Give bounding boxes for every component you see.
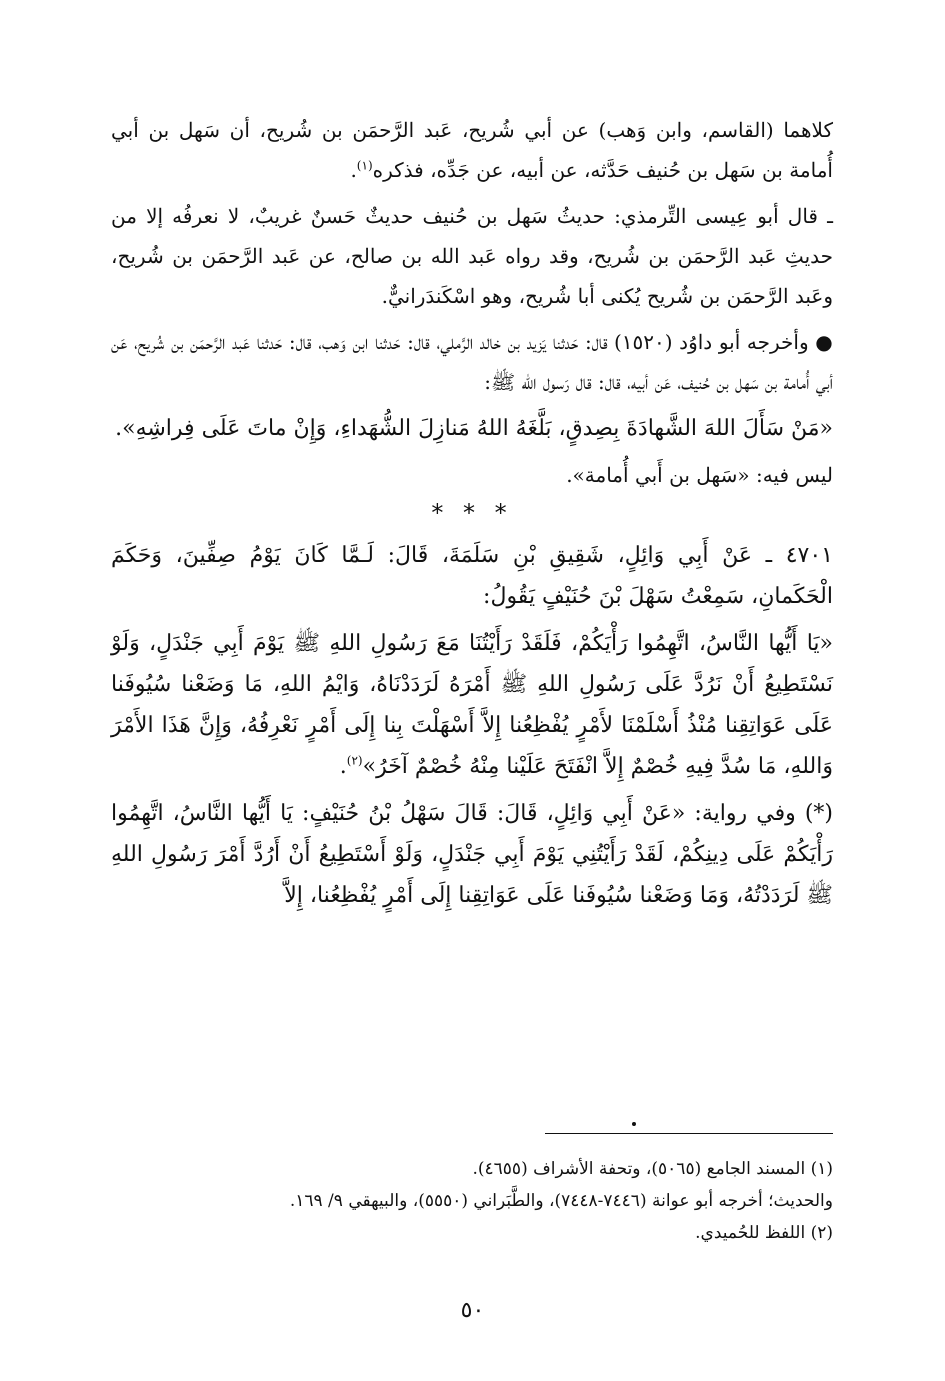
paragraph-tirmidhi-comment: ـ قال أبو عِيسى التِّرمذي: حديثُ سَهل بن حُنيف حديثٌ حَسنٌ غريبٌ، لا نعرفُه إلا من حديثِ عَبد الرَّحمَن بن شُريح، وقد رواه عَبد الله بن صالح، عن عَبد الرَّحمَن بن شُريح، وعَبد الرَّحمَن بن شُريح يُكنى أبا شُريح، وهو اسْكَندَرانيٌّ. <box>111 204 833 308</box>
footnote-ref-2[interactable]: (٢) <box>346 753 363 768</box>
footnote-divider <box>545 1133 833 1134</box>
footnote-marker-dot <box>632 1122 636 1126</box>
section-separator: * * * <box>431 499 513 527</box>
page-number: ٥٠ <box>460 1298 485 1323</box>
footnotes <box>111 1154 833 1250</box>
footnote-2: (٢) اللفظ للحُميدي. <box>695 1223 833 1243</box>
hadith-text-martyrdom: «مَنْ سَأَلَ اللهَ الشَّهادَةَ بِصِدقٍ، بَلَّغَهُ اللهُ مَنازِلَ الشُّهَداءِ، وَإِنْ ماتَ عَلَى فِراشِهِ». <box>115 416 833 441</box>
footnote-1: (١) المسند الجامع (٥٠٦٥)، وتحفة الأشراف (٤٦٥٥). <box>472 1159 833 1179</box>
paragraph-abu-dawud: ● وأخرجه أبو داوُد (١٥٢٠) قال: حَدثنا يَزيد بن خالد الرَّملي، قال: حَدثنا ابن وَهب، قال: حَدثنا عَبد الرَّحمَن بن شُريح، عَن أبي أُمامة بن سَهل بن حُنيف، عَن أبيه، قال: قال رَسول الله ﷺ: <box>111 330 833 394</box>
footnote-1-continuation: والحديث؛ أخرجه أبو عوانة (٧٤٤٦-٧٤٤٨)، والطَّبَراني (٥٥٥٠)، والبيهقي ٩/ ١٦٩. <box>289 1191 833 1211</box>
hadith-4701-variant: (*) وفي رواية: «عَنْ أَبِي وَائِلٍ، قَالَ: قَالَ سَهْلُ بْنُ حُنَيْفٍ: يَا أَيُّها النَّاسُ، اتَّهِمُوا رَأْيَكُمْ عَلَى دِينِكُمْ، لَقَدْ رَأَيْتُنِي يَوْمَ أَبِي جَنْدَلٍ، وَلَوْ أَسْتَطِيعُ أَنْ أَرُدَّ أَمْرَ رَسُولِ اللهِ ﷺ لَرَدَدْتُهُ، وَمَا وَضَعْنا سُيُوفَنا عَلَى عَوَاتِقِنا إِلَى أَمْرٍ يُفْظِعُنا، إِلاَّ <box>111 801 833 908</box>
paragraph-chain-of-narration: كلاهما (القاسم، وابن وَهب) عن أبي شُريح، عَبد الرَّحمَن بن شُريح، أن سَهل بن أبي أُمامة بن سَهل بن حُنيف حَدَّثه، عن أبيه، عن جَدِّه، فذكره$^{(١)}$. <box>111 118 833 182</box>
main-text <box>111 110 833 922</box>
bullet-icon: ● <box>815 330 833 354</box>
hadith-4701-text: «يَا أَيُّها النَّاسُ، اتَّهِمُوا رَأْيَكُمْ، فَلَقَدْ رَأَيْتُنَا مَعَ رَسُولِ اللهِ ﷺ يَوْمَ أَبِي جَنْدَلٍ، وَلَوْ نَسْتَطِيعُ أَنْ نَرُدَّ عَلَى رَسُولِ اللهِ ﷺ أَمْرَهُ لَرَدَدْنَاهُ، وَايْمُ اللهِ، مَا وَضَعْنا سُيُوفَنا عَلَى عَوَاتِقِنا مُنْذُ أَسْلَمْنَا لأَمْرٍ يُفْظِعُنا إِلاَّ أَسْهَلْتَ بِنا إِلَى أَمْرٍ نَعْرِفُهُ، وَإِنَّ هَذَا الأَمْرَ وَاللهِ، مَا سُدَّ فِيهِ خُصْمٌ إِلاَّ انْفَتَحَ عَلَيْنا مِنْهُ خُصْمٌ آخَرُ»$^{(٢)}$. <box>111 631 833 779</box>
footnote-ref-1[interactable]: (١) <box>356 158 373 173</box>
hadith-4701-heading: ٤٧٠١ ـ عَنْ أَبِي وَائِلٍ، شَقِيقِ بْنِ سَلَمَةَ، قَالَ: لَـمَّا كَانَ يَوْمُ صِفِّينَ، وَحَكَمَ الْحَكَمانِ، سَمِعْتُ سَهْلَ بْنَ حُنَيْفٍ يَقُولُ: <box>111 543 833 609</box>
paragraph-not-in-it: ليس فيه: «سَهل بن أَبي أُمامة». <box>566 463 833 487</box>
